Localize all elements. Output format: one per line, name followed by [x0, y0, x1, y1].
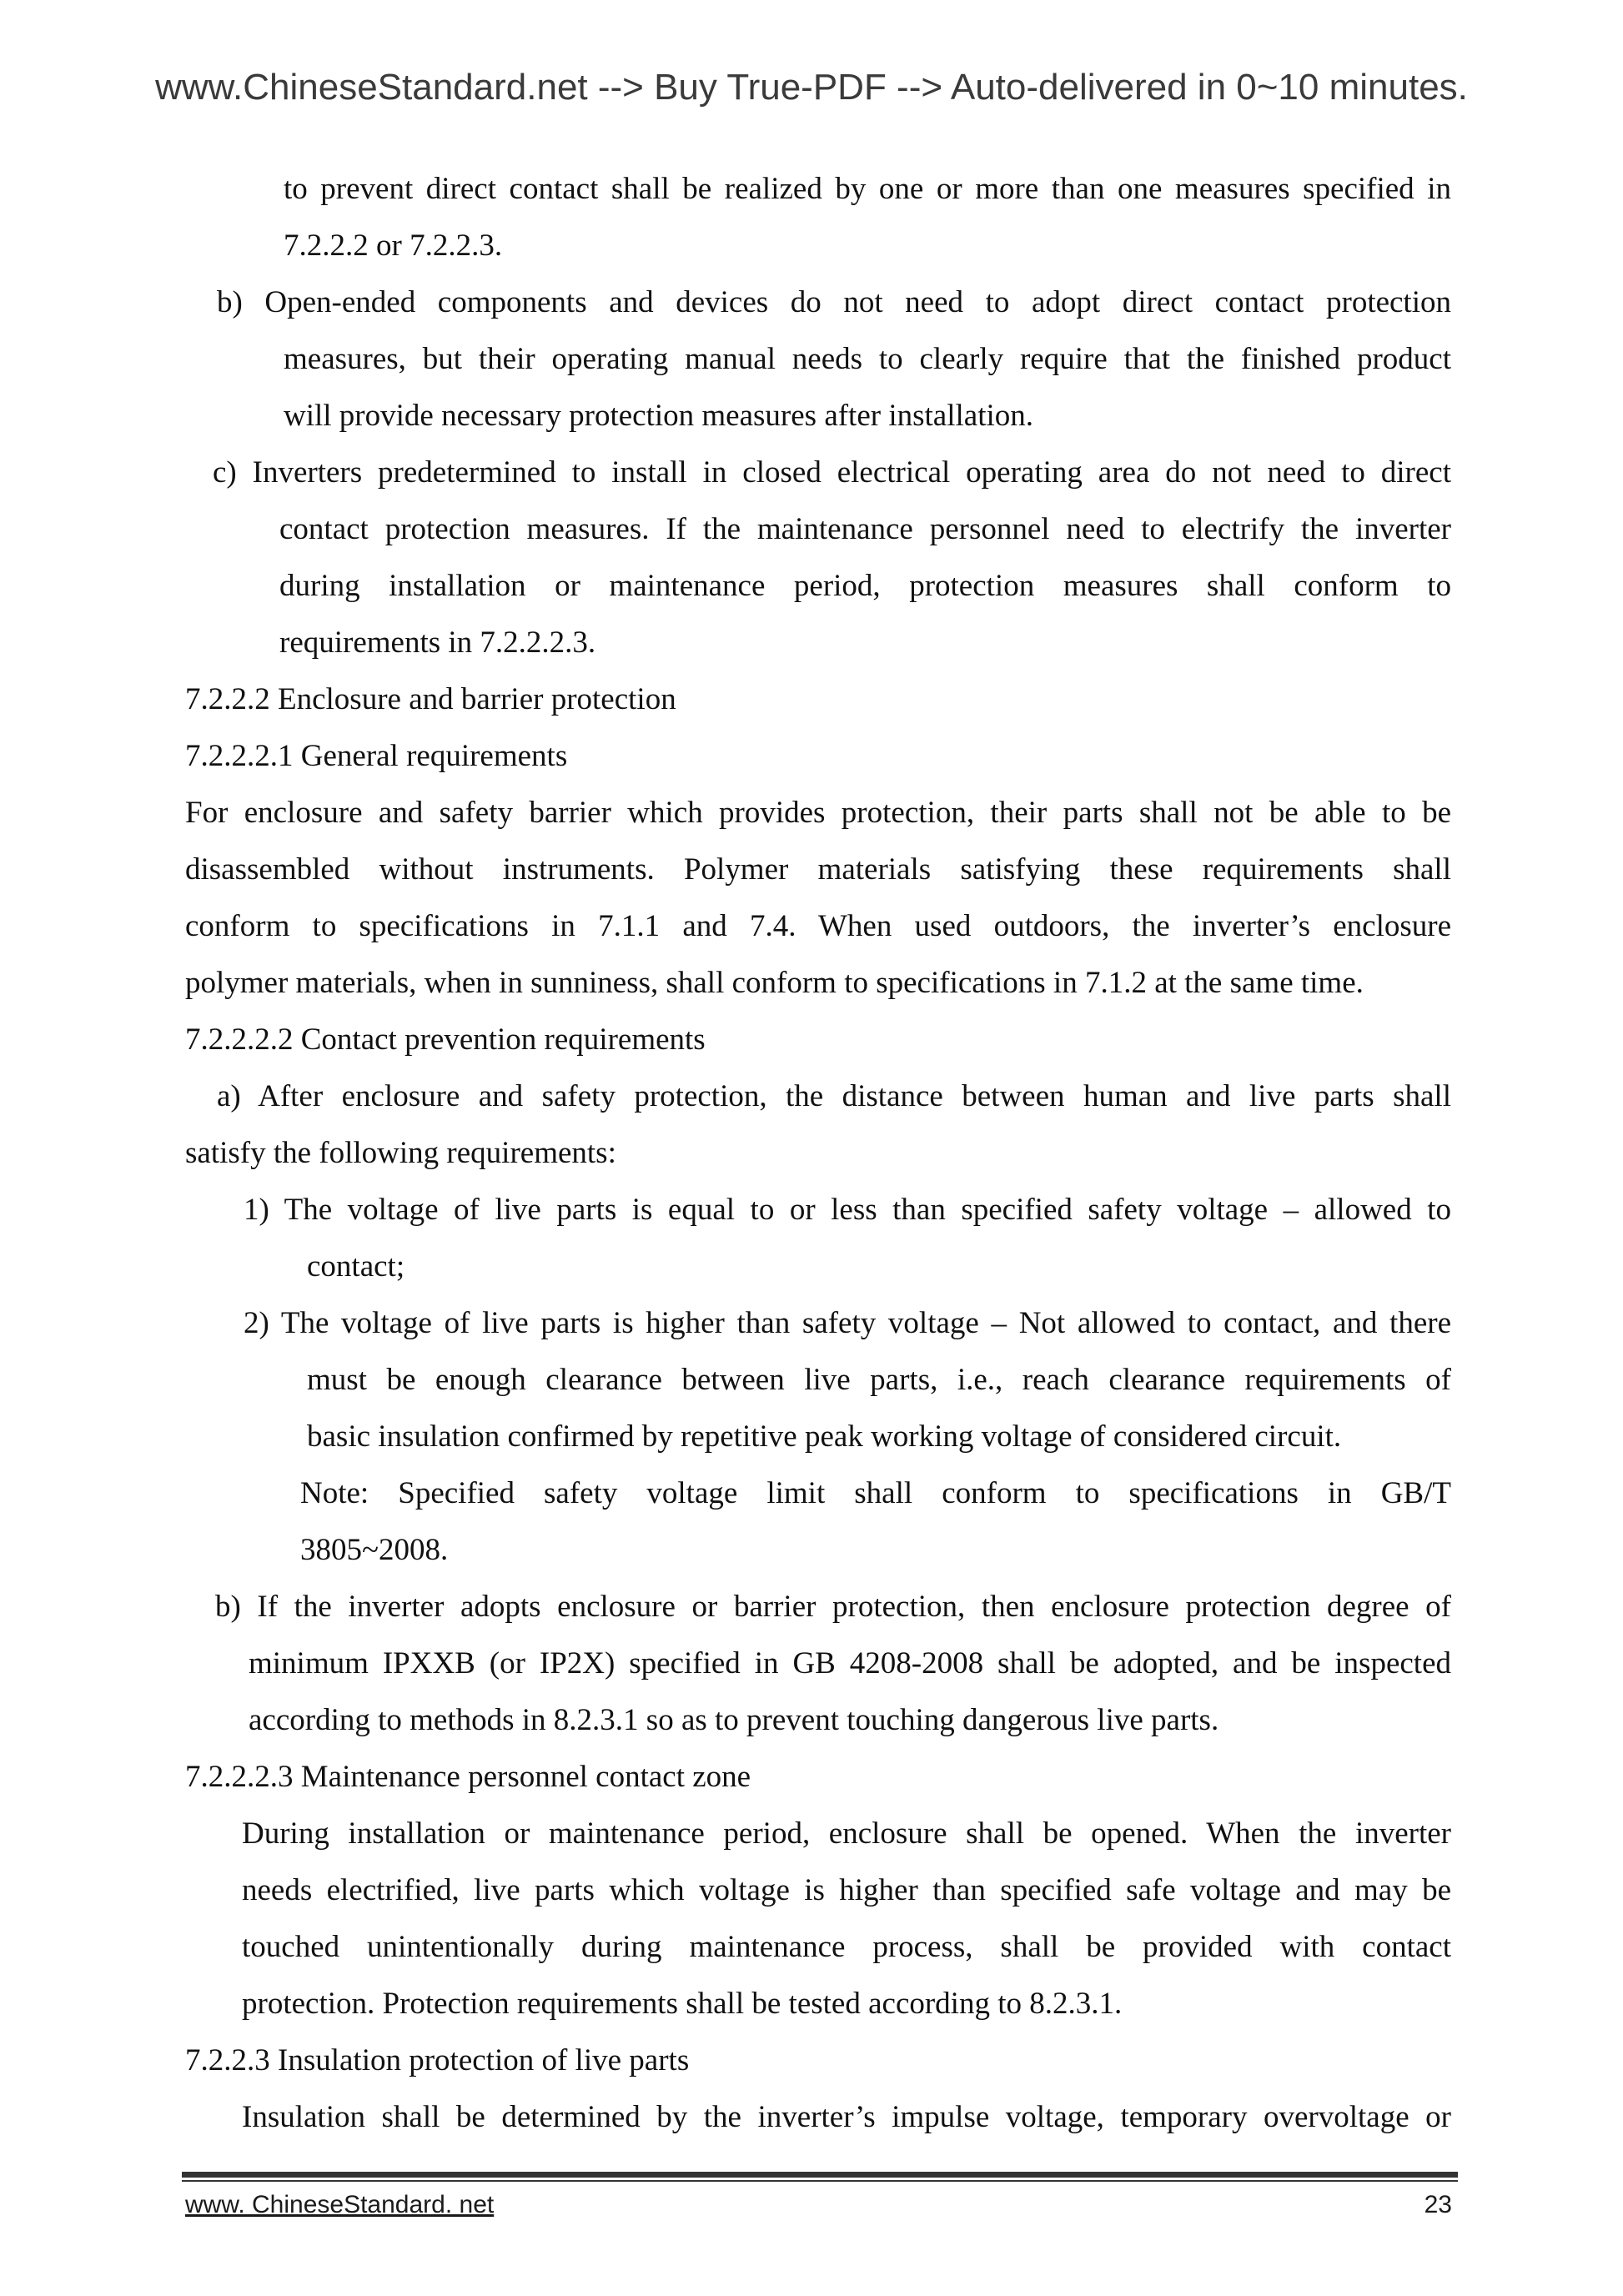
body-line: minimum IPXXB (or IP2X) specified in GB 4208-2008 shall be adopted, and be inspected [249, 1646, 1451, 1681]
footer-site-link[interactable]: www. ChineseStandard. net [185, 2191, 495, 2218]
body-line: measures, but their operating manual needs to clearly require that the finished product [284, 342, 1451, 376]
body-line: During installation or maintenance period, enclosure shall be opened. When the inverter [242, 1816, 1451, 1851]
footer-rule-thin [182, 2180, 1458, 2182]
footer-rule [182, 2172, 1458, 2178]
body-line: requirements in 7.2.2.2.3. [279, 625, 596, 660]
note-line: 3805~2008. [300, 1533, 449, 1567]
body-line: basic insulation confirmed by repetitive peak working voltage of considered circuit. [307, 1419, 1342, 1454]
body-line: needs electrified, live parts which voltage is higher than specified safe voltage and may be [242, 1873, 1451, 1907]
body-line: contact; [307, 1249, 405, 1284]
page-number: 23 [1424, 2191, 1452, 2218]
section-heading-7-2-2-2-3: 7.2.2.2.3 Maintenance personnel contact zone [185, 1760, 751, 1794]
section-heading-7-2-2-2: 7.2.2.2 Enclosure and barrier protection [185, 682, 676, 716]
section-heading-7-2-2-2-2: 7.2.2.2.2 Contact prevention requirements [185, 1022, 706, 1057]
body-line: touched unintentionally during maintenance process, shall be provided with contact [242, 1930, 1451, 1964]
body-line: during installation or maintenance period, protection measures shall conform to [279, 569, 1451, 603]
body-line: polymer materials, when in sunniness, shall conform to specifications in 7.1.2 at the same time. [185, 966, 1364, 1000]
body-line: will provide necessary protection measures after installation. [284, 399, 1034, 433]
body-line: conform to specifications in 7.1.1 and 7.4. When used outdoors, the inverter’s enclosure [185, 909, 1451, 943]
body-line: according to methods in 8.2.3.1 so as to prevent touching dangerous live parts. [249, 1703, 1219, 1737]
body-line: contact protection measures. If the maintenance personnel need to electrify the inverter [279, 512, 1451, 546]
list-item-a: a) After enclosure and safety protection, the distance between human and live parts shall [217, 1079, 1451, 1113]
list-item-b: b) If the inverter adopts enclosure or barrier protection, then enclosure protection degree of [215, 1590, 1451, 1624]
body-line: Insulation shall be determined by the inverter’s impulse voltage, temporary overvoltage or [242, 2100, 1451, 2134]
section-heading-7-2-2-2-1: 7.2.2.2.1 General requirements [185, 739, 568, 773]
list-item-b: b) Open-ended components and devices do not need to adopt direct contact protection [217, 285, 1451, 319]
site-banner[interactable]: www.ChineseStandard.net --> Buy True-PDF --> Auto-delivered in 0~10 minutes. [155, 67, 1468, 108]
list-item-c: c) Inverters predetermined to install in closed electrical operating area do not need to direct [213, 455, 1451, 490]
note-line: Note: Specified safety voltage limit shall conform to specifications in GB/T [300, 1476, 1451, 1510]
body-line: disassembled without instruments. Polymer materials satisfying these requirements shall [185, 852, 1451, 887]
section-heading-7-2-2-3: 7.2.2.3 Insulation protection of live parts [185, 2043, 690, 2077]
body-line: For enclosure and safety barrier which provides protection, their parts shall not be able to be [185, 796, 1451, 830]
list-item-2: 2) The voltage of live parts is higher than safety voltage – Not allowed to contact, and there [244, 1306, 1451, 1340]
body-line: protection. Protection requirements shall be tested according to 8.2.3.1. [242, 1987, 1123, 2021]
body-line: to prevent direct contact shall be realized by one or more than one measures specified in [284, 172, 1451, 206]
list-item-1: 1) The voltage of live parts is equal to or less than specified safety voltage – allowed to [244, 1193, 1451, 1227]
body-line: must be enough clearance between live parts, i.e., reach clearance requirements of [307, 1363, 1451, 1397]
body-line: satisfy the following requirements: [185, 1136, 616, 1170]
body-line: 7.2.2.2 or 7.2.2.3. [284, 229, 503, 263]
